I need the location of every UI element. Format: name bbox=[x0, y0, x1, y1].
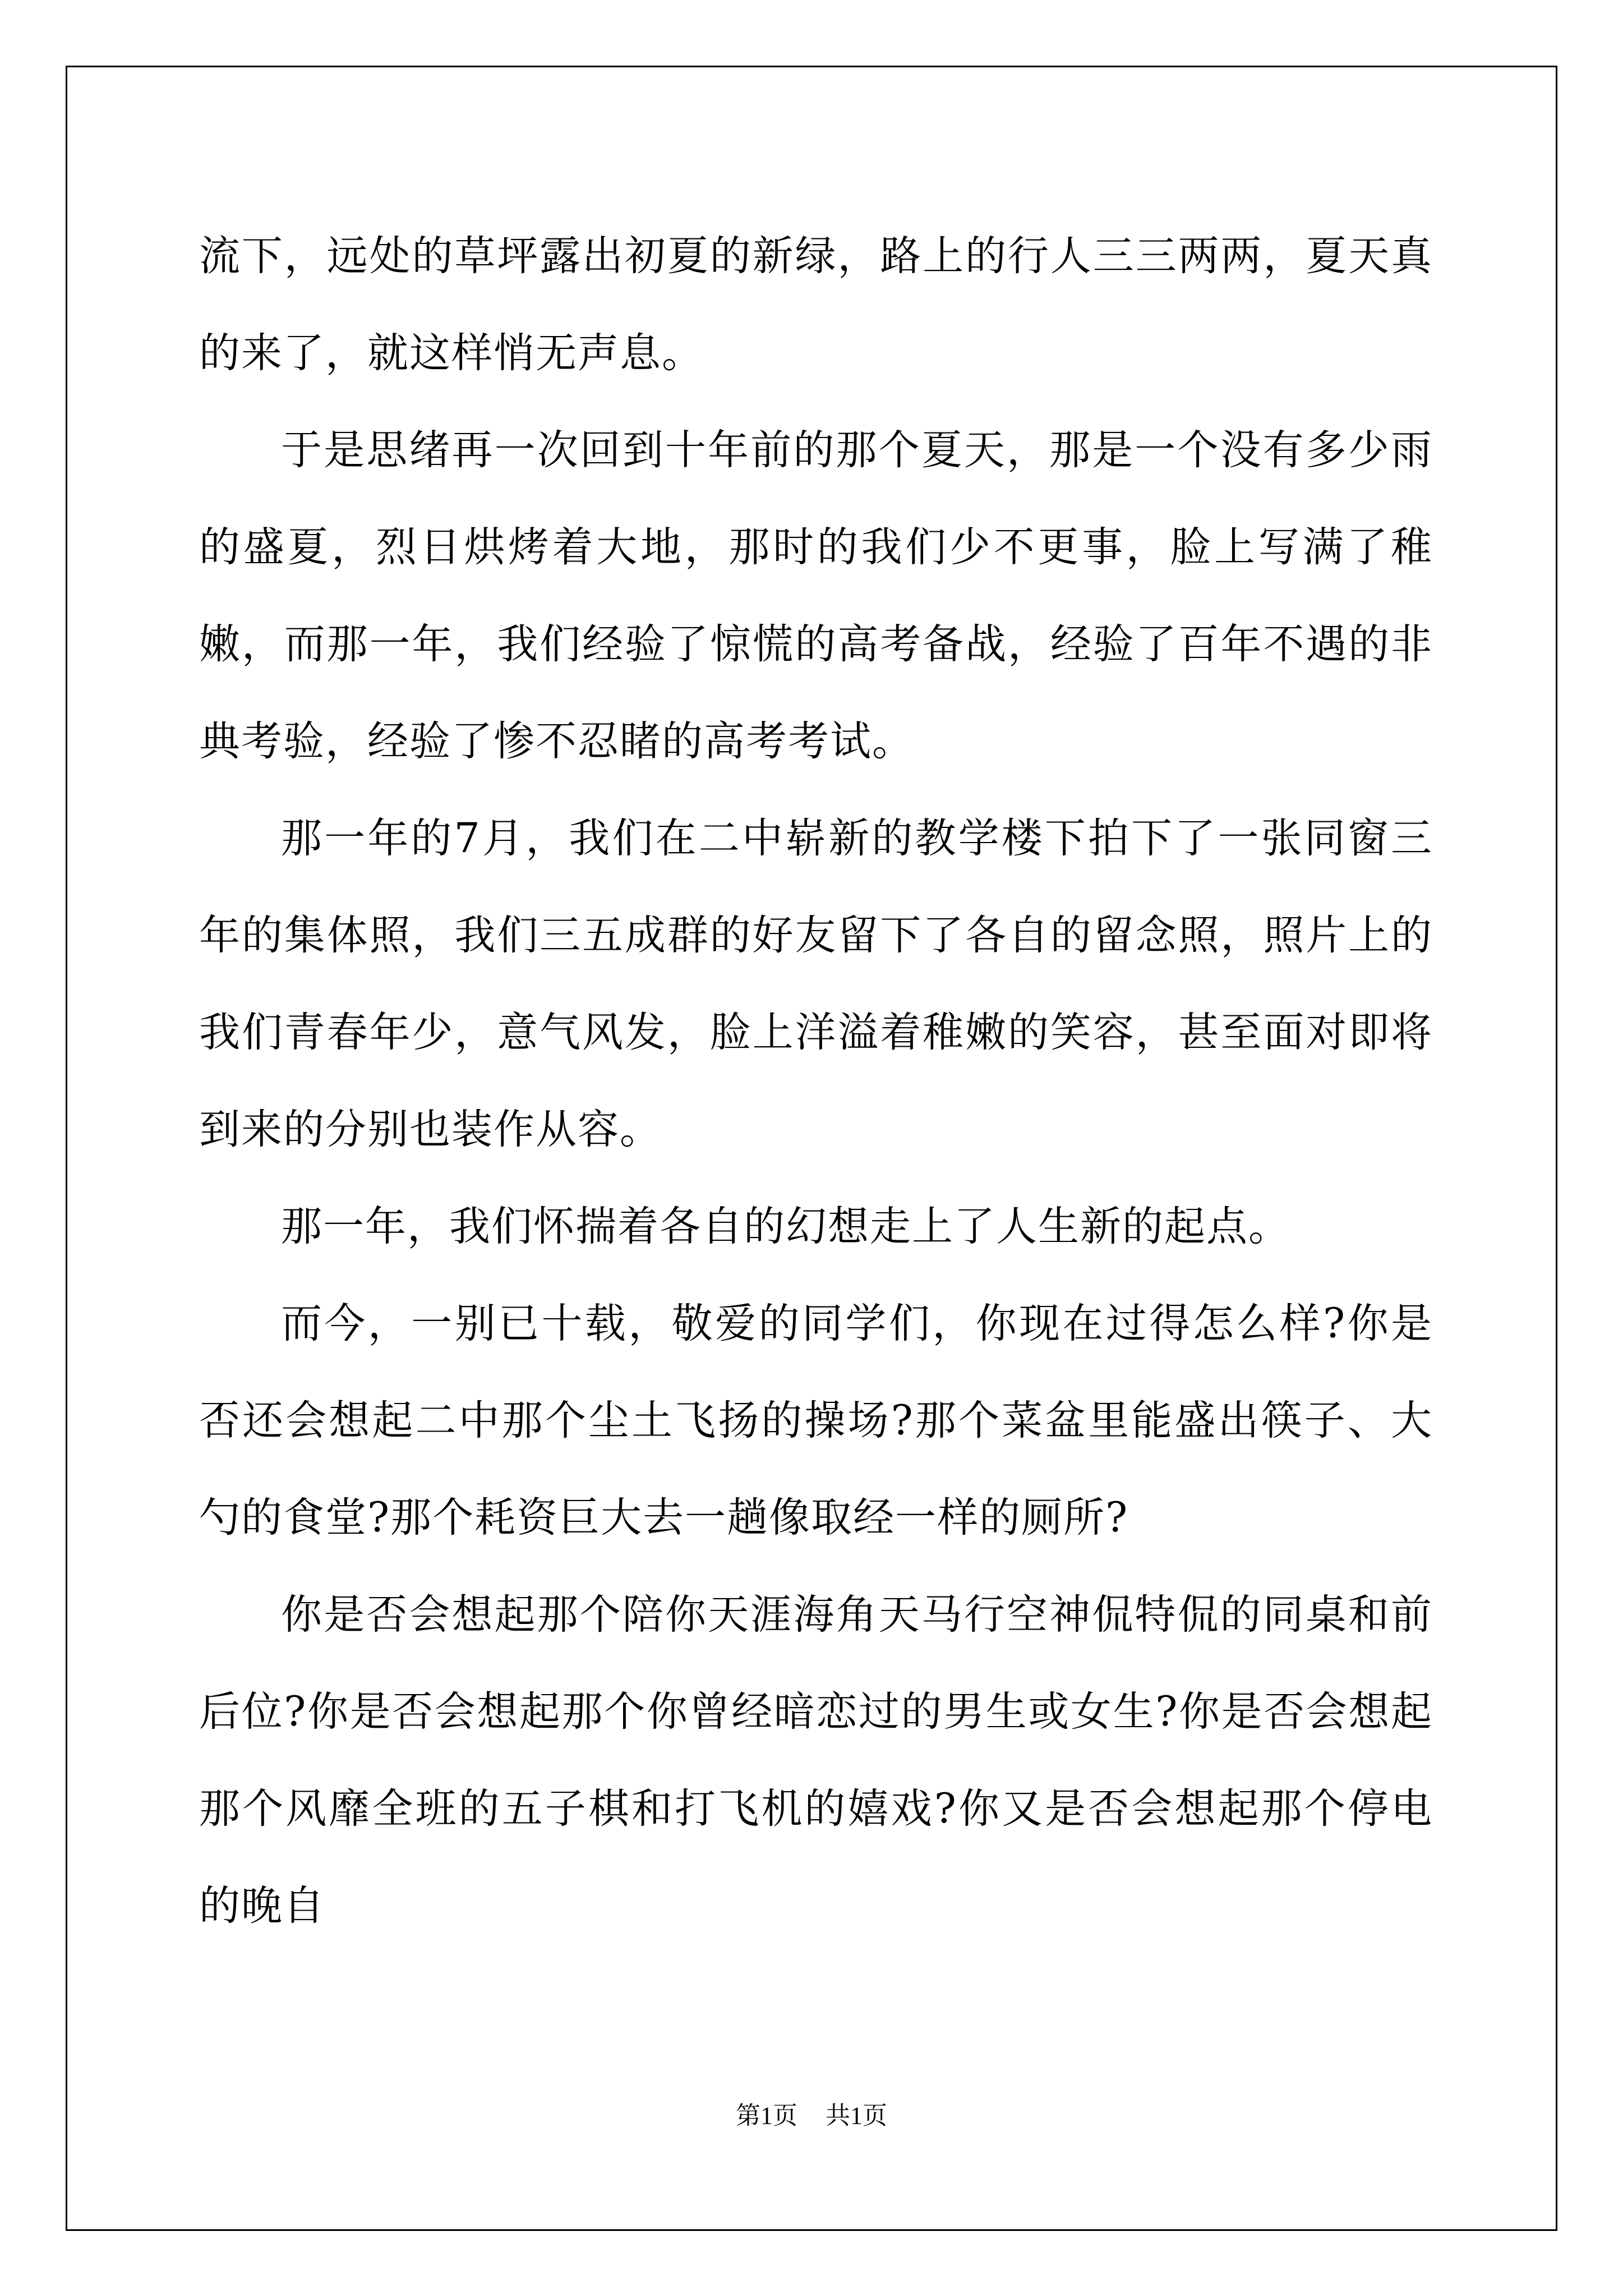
paragraph-1: 流下，远处的草坪露出初夏的新绿，路上的行人三三两两，夏天真的来了，就这样悄无声息。 bbox=[199, 232, 1433, 377]
document-body bbox=[199, 208, 1433, 1954]
paragraph-6: 你是否会想起那个陪你天涯海角天马行空神侃特侃的同桌和前后位?你是否会想起那个你曾经暗恋过的男生或女生?你是否会想起那个风靡全班的五子棋和打飞机的嬉戏?你又是否会想起那个停电的晚自 bbox=[199, 1591, 1433, 1930]
paragraph-3: 那一年的7月，我们在二中崭新的教学楼下拍下了一张同窗三年的集体照，我们三五成群的好友留下了各自的留念照，照片上的我们青春年少，意气风发，脸上洋溢着稚嫩的笑容，甚至面对即将到来的分别也装作从容。 bbox=[199, 815, 1433, 1153]
page-number-current: 第1页 bbox=[736, 2102, 797, 2129]
page-number-total: 共1页 bbox=[826, 2102, 887, 2129]
paragraph-4: 那一年，我们怀揣着各自的幻想走上了人生新的起点。 bbox=[281, 1203, 1290, 1250]
paragraph-5: 而今，一别已十载，敬爱的同学们，你现在过得怎么样?你是否还会想起二中那个尘土飞扬的操场?那个菜盆里能盛出筷子、大勺的食堂?那个耗资巨大去一趟像取经一样的厕所? bbox=[199, 1300, 1433, 1542]
page-footer bbox=[0, 2095, 1623, 2131]
paragraph-2: 于是思绪再一次回到十年前的那个夏天，那是一个没有多少雨的盛夏，烈日烘烤着大地，那时的我们少不更事，脸上写满了稚嫩，而那一年，我们经验了惊慌的高考备战，经验了百年不遇的非典考验，经验了惨不忍睹的高考考试。 bbox=[199, 426, 1433, 765]
